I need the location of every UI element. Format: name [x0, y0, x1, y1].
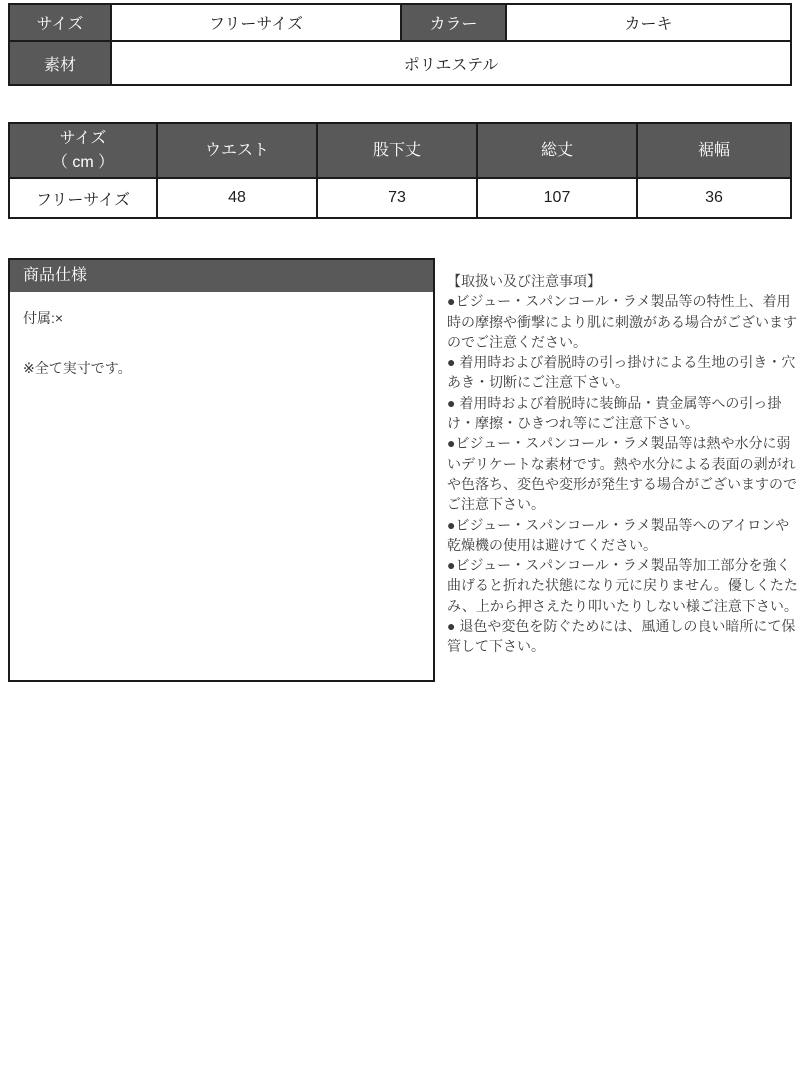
measurement-size-cm-header [9, 123, 157, 178]
product-spec-box-body [10, 292, 433, 394]
measurement-table [8, 122, 792, 219]
handling-notes [447, 271, 798, 657]
color-label-cell: カラー [401, 4, 506, 41]
handling-note-item: ●ビジュー・スパンコール・ラメ製品等へのアイロンや乾燥機の使用は避けてください。 [447, 516, 790, 553]
measurement-size-header-line2: （ cm ） [51, 153, 115, 171]
spec-row-material [9, 41, 791, 85]
handling-note-item: ●ビジュー・スパンコール・ラメ製品等の特性上、着用時の摩擦や衝撃により肌に刺激がある場合がございますのでご注意ください。 [447, 293, 797, 350]
value-hem-width: 36 [637, 178, 791, 218]
col-header-inseam: 股下丈 [317, 123, 477, 178]
measurement-data-row [9, 178, 791, 218]
accessories-line: 付属:× [23, 310, 64, 326]
size-label-cell: サイズ [9, 4, 111, 41]
spec-row-size-color [9, 4, 791, 41]
color-value-cell: カーキ [506, 4, 791, 41]
value-waist: 48 [157, 178, 317, 218]
value-total-length: 107 [477, 178, 637, 218]
handling-note-item: ●ビジュー・スパンコール・ラメ製品等加工部分を強く曲げると折れた状態になり元に戻りません。優しくたたみ、上から押さえたり叩いたりしない様ご注意下さい。 [447, 557, 798, 614]
handling-note-item: ● 退色や変色を防ぐためには、風通しの良い暗所にて保管して下さい。 [447, 618, 796, 655]
product-spec-box-title: 商品仕様 [10, 260, 433, 292]
handling-note-item: ●ビジュー・スパンコール・ラメ製品等は熱や水分に弱いデリケートな素材です。熱や水分による表面の剥がれや色落ち、変色や変形が発生する場合がございますのでご注意下さい。 [447, 435, 797, 513]
col-header-hem-width: 裾幅 [637, 123, 791, 178]
material-label-cell: 素材 [9, 41, 111, 85]
product-spec-table [8, 3, 792, 86]
actual-measurement-note: ※全て実寸です。 [23, 360, 132, 376]
product-spec-box [8, 258, 435, 682]
handling-note-item: ● 着用時および着脱時の引っ掛けによる生地の引き・穴あき・切断にご注意下さい。 [447, 354, 796, 391]
row-label-free-size: フリーサイズ [9, 178, 157, 218]
handling-note-item: ● 着用時および着脱時に装飾品・貴金属等への引っ掛け・摩擦・ひきつれ等にご注意下さい。 [447, 394, 782, 432]
value-inseam: 73 [317, 178, 477, 218]
measurement-header-row [9, 123, 791, 178]
col-header-total-length: 総丈 [477, 123, 637, 178]
col-header-waist: ウエスト [157, 123, 317, 178]
size-value-cell: フリーサイズ [111, 4, 401, 41]
measurement-size-header-line1: サイズ [59, 129, 107, 147]
material-value-cell: ポリエステル [111, 41, 791, 85]
handling-notes-title: 【取扱い及び注意事項】 [447, 273, 601, 289]
